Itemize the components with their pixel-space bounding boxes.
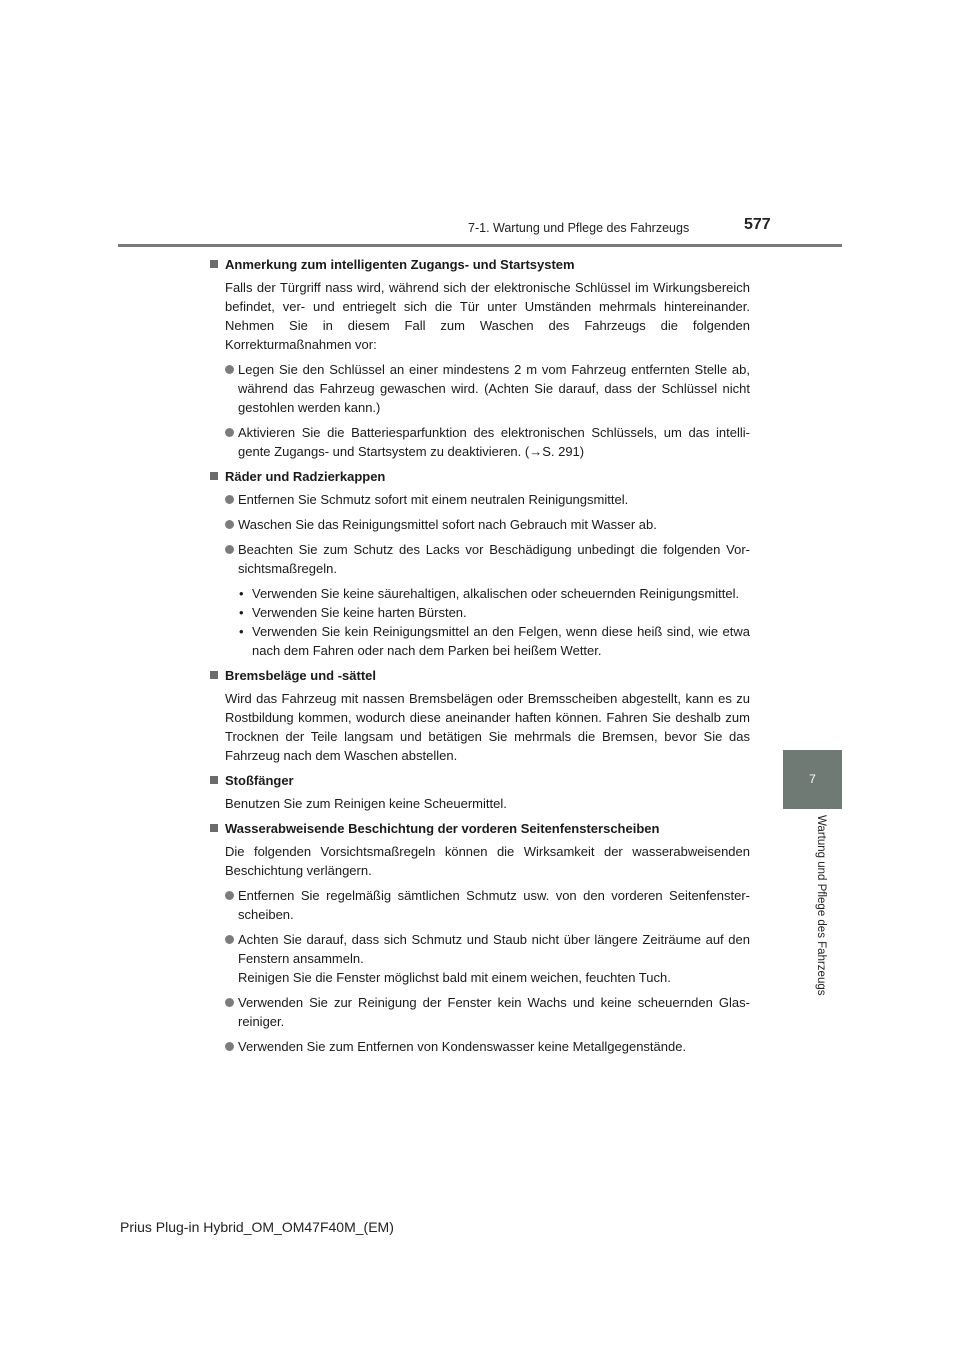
sub-list — [210, 584, 750, 660]
dot-marker-icon: • — [239, 605, 244, 620]
section-heading: Stoßfänger — [210, 771, 750, 790]
round-bullet-icon — [225, 1042, 234, 1051]
list-item: Entfernen Sie Schmutz sofort mit einem neutralen Reinigungsmittel. — [210, 490, 750, 509]
square-bullet-icon — [210, 776, 218, 784]
section-paragraph: Wird das Fahrzeug mit nassen Bremsbelägen oder Bremsscheiben abgestellt, kann es zu Rostbildung kommen, wodurch diese aneinander haften können. Fahren Sie deshalb zum Trocknen der Teile langsam und betätigen Sie mehrmals die Bremsen, bevor Sie das Fahrzeug nach dem Waschen abstellen. — [225, 691, 750, 763]
square-bullet-icon — [210, 671, 218, 679]
square-bullet-icon — [210, 472, 218, 480]
section-paragraph: Die folgenden Vorsichtsmaßregeln können die Wirksamkeit der wasserabweisenden Beschichtung verlängern. — [225, 844, 750, 878]
sub-list-item: • Verwenden Sie keine harten Bürsten. — [239, 605, 467, 620]
section-heading: Wasserabweisende Beschichtung der vorderen Seitenfensterscheiben — [210, 819, 750, 838]
round-bullet-icon — [225, 520, 234, 529]
list-item: Achten Sie darauf, dass sich Schmutz und Staub nicht über längere Zeiträume auf den Fenstern ansammeln. Reinigen Sie die Fenster möglichst bald mit einem weichen, feuchten Tuch. — [210, 930, 750, 987]
list-item: Verwenden Sie zum Entfernen von Kondenswasser keine Metallgegenstände. — [210, 1037, 750, 1056]
round-bullet-icon — [225, 495, 234, 504]
round-bullet-icon — [225, 545, 234, 554]
list-item: Waschen Sie das Reinigungsmittel sofort nach Gebrauch mit Wasser ab. — [210, 515, 750, 534]
section-brakes — [210, 666, 750, 765]
section-paragraph: Falls der Türgriff nass wird, während sich der elektronische Schlüssel im Wirkungsbereich befindet, ver- und entriegelt sich die Tür unter Umständen mehrmals hintereinander. Nehmen Sie in diesem Fall zum Waschen des Fahrzeugs die folgenden Korrekturmaßnahmen vor: — [225, 280, 750, 352]
section-wheels — [210, 467, 750, 660]
square-bullet-icon — [210, 260, 218, 268]
section-heading: Anmerkung zum intelligenten Zugangs- und Startsystem — [210, 255, 750, 274]
header-divider — [118, 244, 842, 247]
section-bumper — [210, 771, 750, 813]
square-bullet-icon — [210, 824, 218, 832]
list-item: Beachten Sie zum Schutz des Lacks vor Beschädigung unbedingt die folgenden Vorsichtsmaßregeln. — [210, 540, 750, 578]
sub-list-item: • Verwenden Sie keine säurehaltigen, alkalischen oder scheuernden Reinigungsmittel. — [239, 586, 740, 601]
sub-list-item: • Verwenden Sie kein Reinigungsmittel an den Felgen, wenn diese heiß sind, wie etwa nach dem Fahren oder nach dem Parken bei heißem Wetter. — [239, 624, 750, 658]
section-heading: Bremsbeläge und -sättel — [210, 666, 750, 685]
dot-marker-icon: • — [239, 586, 244, 601]
section-water-repellent — [210, 819, 750, 1056]
list-item: Aktivieren Sie die Batteriesparfunktion des elektronischen Schlüssels, um das intelligente Zugangs- und Startsystem zu deaktivieren. (→S. 291) — [210, 423, 750, 461]
round-bullet-icon — [225, 935, 234, 944]
section-heading: Räder und Radzierkappen — [210, 467, 750, 486]
list-item: Legen Sie den Schlüssel an einer mindestens 2 m vom Fahrzeug entfernten Stelle ab, während das Fahrzeug gewaschen wird. (Achten Sie darauf, dass der Schlüssel nicht gestohlen werden kann.) — [210, 360, 750, 417]
round-bullet-icon — [225, 891, 234, 900]
section-smart-entry — [210, 255, 750, 461]
chapter-side-label: Wartung und Pflege des Fahrzeugs — [815, 815, 827, 996]
chapter-tab: 7 — [783, 750, 842, 809]
header-section-title: 7-1. Wartung und Pflege des Fahrzeugs — [468, 221, 690, 235]
page-number: 577 — [744, 216, 771, 233]
section-paragraph: Benutzen Sie zum Reinigen keine Scheuermittel. — [225, 796, 507, 811]
list-item: Entfernen Sie regelmäßig sämtlichen Schmutz usw. von den vorderen Seitenfensterscheiben. — [210, 886, 750, 924]
list-item: Verwenden Sie zur Reinigung der Fenster kein Wachs und keine scheuernden Glasreiniger. — [210, 993, 750, 1031]
document-footer: Prius Plug-in Hybrid_OM_OM47F40M_(EM) — [120, 1219, 394, 1235]
round-bullet-icon — [225, 998, 234, 1007]
page-content — [210, 255, 750, 1062]
round-bullet-icon — [225, 428, 234, 437]
dot-marker-icon: • — [239, 624, 244, 639]
round-bullet-icon — [225, 365, 234, 374]
